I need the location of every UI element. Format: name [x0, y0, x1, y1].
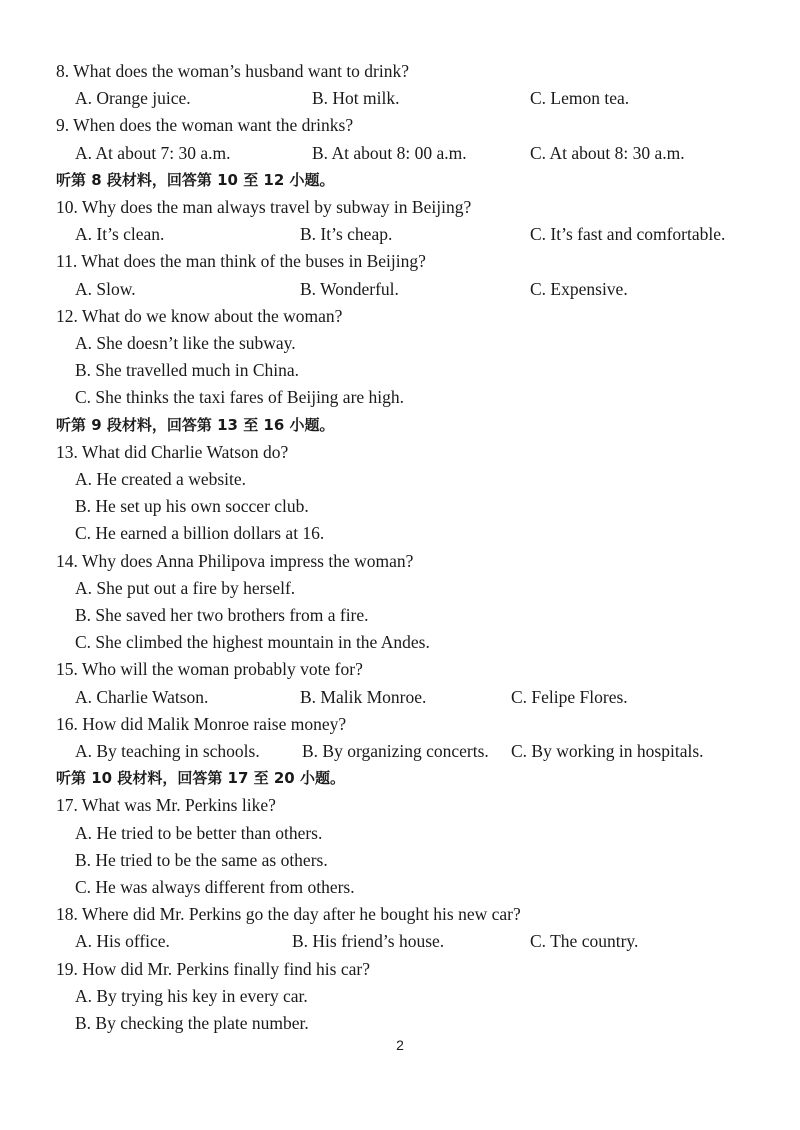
question-text: 17. What was Mr. Perkins like? — [56, 795, 276, 816]
answer-option: B. Malik Monroe. — [300, 686, 427, 707]
answer-option: B. At about 8: 00 a.m. — [312, 142, 467, 163]
answer-option: B. By checking the plate number. — [75, 1013, 309, 1033]
answer-option: A. He tried to be better than others. — [75, 822, 323, 843]
answer-option: B. It’s cheap. — [300, 224, 393, 245]
answer-option: A. She doesn’t like the subway. — [75, 333, 296, 353]
answer-option: A. By trying his key in every car. — [75, 985, 308, 1006]
answer-option: B. He set up his own soccer club. — [75, 496, 309, 517]
answer-option: A. It’s clean. — [75, 224, 165, 245]
answer-option: B. He tried to be the same as others. — [75, 849, 328, 870]
question-text: 18. Where did Mr. Perkins go the day after he bought his new car? — [56, 904, 521, 925]
question-text: 10. Why does the man always travel by subway in Beijing? — [56, 197, 472, 217]
answer-options-row — [0, 738, 800, 765]
section-heading: 听第 8 段材料，回答第 10 至 12 小题。 — [56, 170, 335, 189]
question-text: 14. Why does Anna Philipova impress the woman? — [56, 550, 414, 571]
answer-option: A. He created a website. — [75, 469, 247, 489]
answer-option: C. Expensive. — [530, 278, 628, 299]
answer-options-row — [0, 85, 800, 112]
answer-option: B. Wonderful. — [300, 278, 399, 299]
answer-option: A. Slow. — [75, 278, 136, 299]
page-number: 2 — [396, 1037, 404, 1053]
answer-option: A. Orange juice. — [75, 88, 191, 109]
answer-option: B. His friend’s house. — [292, 931, 445, 952]
section-heading: 听第 10 段材料，回答第 17 至 20 小题。 — [56, 769, 345, 788]
answer-option: B. By organizing concerts. — [302, 741, 489, 761]
question-text: 9. When does the woman want the drinks? — [56, 115, 354, 136]
question-text: 12. What do we know about the woman? — [56, 305, 343, 326]
answer-option: C. At about 8: 30 a.m. — [530, 142, 685, 163]
answer-option: B. She travelled much in China. — [75, 360, 300, 381]
answer-option: C. He was always different from others. — [75, 877, 355, 897]
answer-options-row — [0, 276, 800, 303]
answer-option: C. It’s fast and comfortable. — [530, 224, 726, 245]
answer-options-row — [0, 684, 800, 711]
question-text: 19. How did Mr. Perkins finally find his car? — [56, 958, 370, 979]
question-text: 16. How did Malik Monroe raise money? — [56, 713, 347, 734]
answer-option: C. By working in hospitals. — [511, 741, 704, 761]
answer-option: C. She climbed the highest mountain in the Andes. — [75, 632, 430, 653]
answer-options-row — [0, 140, 800, 167]
question-text: 13. What did Charlie Watson do? — [56, 441, 289, 462]
question-text: 11. What does the man think of the buses in Beijing? — [56, 251, 426, 272]
answer-option: C. Lemon tea. — [530, 88, 630, 109]
answer-option: C. The country. — [530, 931, 639, 952]
answer-option: A. By teaching in schools. — [75, 741, 260, 761]
answer-option: A. Charlie Watson. — [75, 686, 209, 707]
answer-option: B. Hot milk. — [312, 88, 400, 109]
answer-options-row — [0, 221, 800, 248]
answer-option: C. She thinks the taxi fares of Beijing are high. — [75, 387, 405, 408]
answer-option: A. At about 7: 30 a.m. — [75, 142, 231, 163]
answer-options-row — [0, 928, 800, 955]
answer-option: C. Felipe Flores. — [511, 686, 628, 707]
answer-option: A. She put out a fire by herself. — [75, 577, 296, 598]
answer-option: A. His office. — [75, 931, 170, 952]
section-heading: 听第 9 段材料，回答第 13 至 16 小题。 — [56, 415, 335, 434]
question-text: 8. What does the woman’s husband want to drink? — [56, 61, 410, 81]
answer-option: B. She saved her two brothers from a fire. — [75, 605, 369, 625]
question-text: 15. Who will the woman probably vote for? — [56, 659, 363, 680]
answer-option: C. He earned a billion dollars at 16. — [75, 523, 325, 544]
